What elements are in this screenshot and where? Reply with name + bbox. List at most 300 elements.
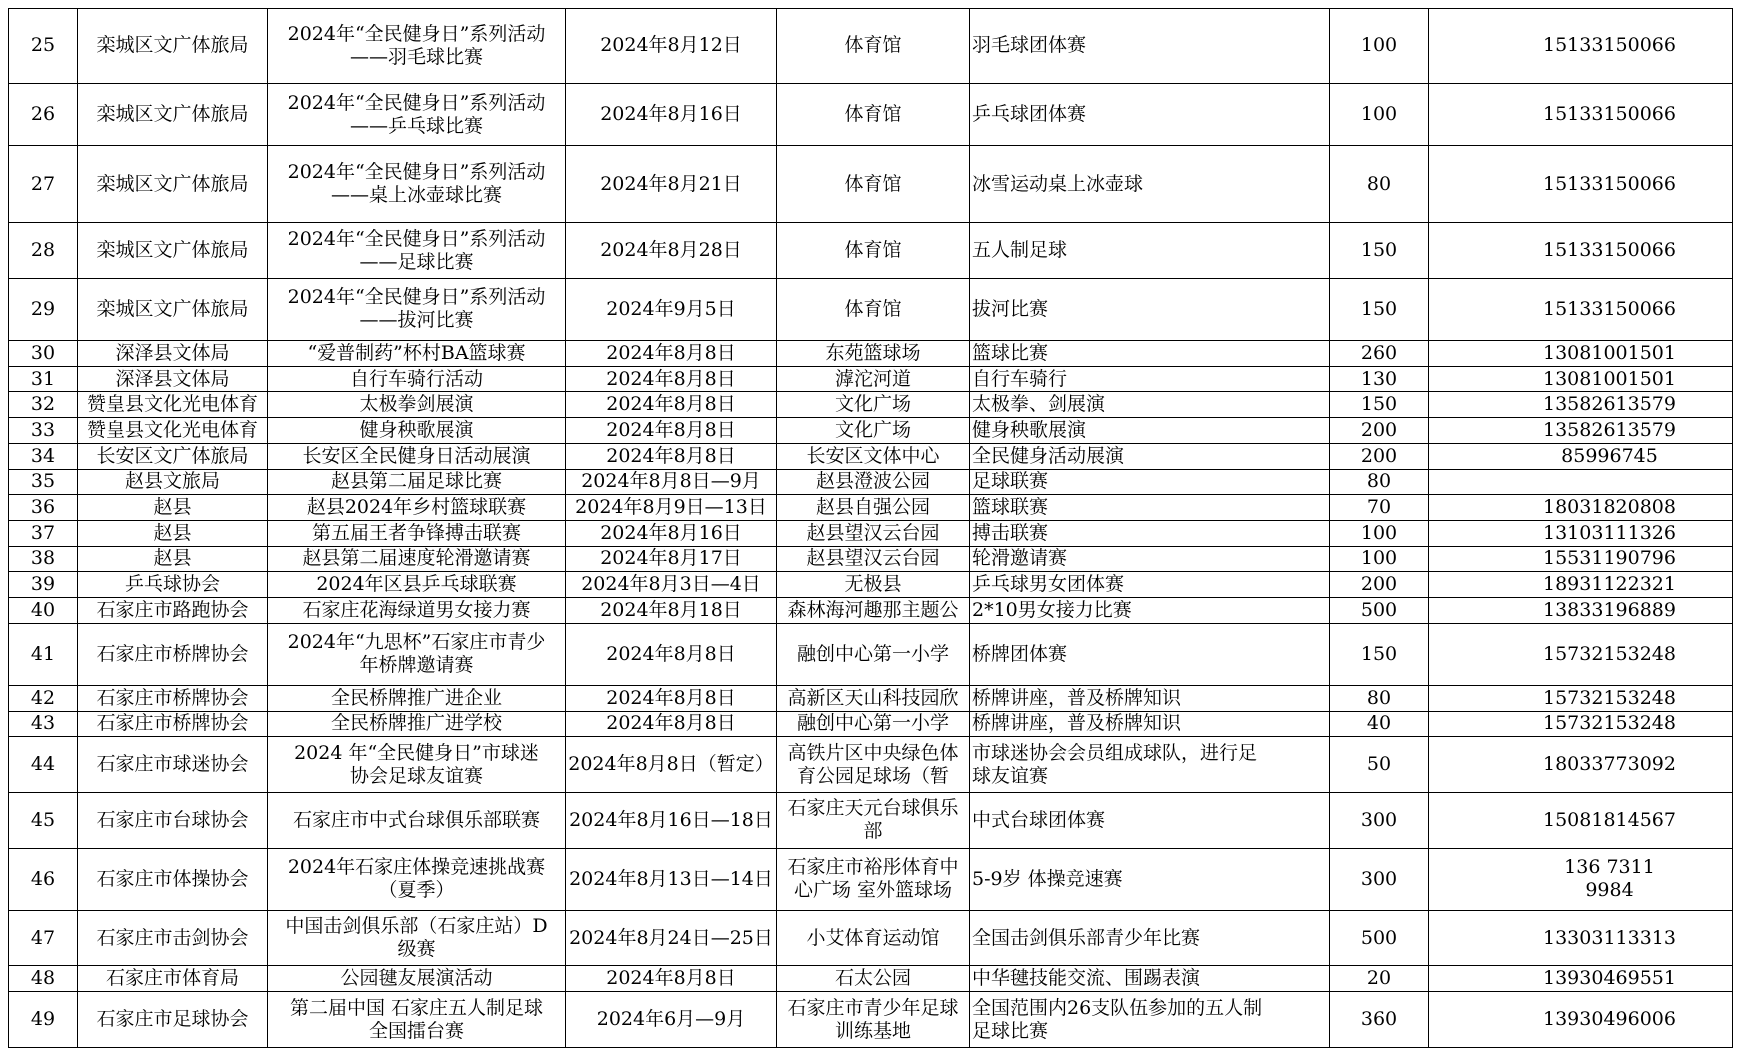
organizer: 栾城区文广体旅局 — [78, 9, 268, 84]
event-name-line: 2024年“全民健身日”系列活动 — [287, 286, 546, 309]
table-body — [9, 9, 1733, 1048]
activity-content-line: 自行车骑行 — [972, 367, 1068, 390]
contact-phone — [1429, 146, 1733, 223]
contact-phone-line: 15133150066 — [1543, 239, 1676, 262]
row-number: 43 — [9, 711, 78, 737]
event-name-line: 长安区全民健身日活动展演 — [302, 444, 531, 467]
activity-content — [970, 469, 1330, 495]
participant-count: 50 — [1330, 737, 1429, 793]
venue-line: 育公园足球场（暂 — [796, 764, 949, 787]
participant-count: 200 — [1330, 572, 1429, 598]
event-name-line: 赵县第二届足球比赛 — [330, 470, 502, 493]
event-date: 2024年8月8日—9月 — [566, 469, 777, 495]
venue-line: 高铁片区中央绿色体 — [787, 741, 959, 764]
row-number: 39 — [9, 572, 78, 598]
row-number: 30 — [9, 341, 78, 367]
activity-content-line: 桥牌讲座，普及桥牌知识 — [972, 686, 1182, 709]
organizer: 赞皇县文化光电体育 — [78, 418, 268, 444]
event-name-line: “爱普制药”杯村BA篮球赛 — [307, 341, 526, 364]
venue — [777, 418, 970, 444]
event-date: 2024年8月24日—25日 — [566, 910, 777, 966]
event-date: 2024年8月16日 — [566, 83, 777, 145]
contact-phone-line: 13582613579 — [1543, 418, 1676, 441]
contact-phone — [1429, 392, 1733, 418]
event-name — [268, 572, 566, 598]
activity-content — [970, 992, 1330, 1048]
event-name — [268, 223, 566, 279]
contact-phone-line: 18031820808 — [1543, 496, 1676, 519]
event-name-line: 自行车骑行活动 — [349, 367, 483, 390]
venue-line: 赵县望汉云台园 — [806, 521, 940, 544]
activity-content — [970, 966, 1330, 992]
activity-content-line: 羽毛球团体赛 — [972, 34, 1087, 57]
activity-content-line: 五人制足球 — [972, 239, 1068, 262]
event-name-line: 2024年“全民健身日”系列活动 — [287, 22, 546, 45]
organizer: 石家庄市台球协会 — [78, 792, 268, 848]
organizer: 赵县文旅局 — [78, 469, 268, 495]
activity-content-line: 篮球比赛 — [972, 341, 1049, 364]
venue-line: 训练基地 — [834, 1019, 911, 1042]
activity-content — [970, 792, 1330, 848]
event-name-line: 全国擂台赛 — [368, 1019, 464, 1042]
event-name-line: 石家庄花海绿道男女接力赛 — [302, 598, 531, 621]
venue-line: 文化广场 — [834, 393, 911, 416]
row-number: 38 — [9, 546, 78, 572]
activity-content-line: 拔河比赛 — [972, 297, 1049, 320]
activity-content-line: 桥牌讲座，普及桥牌知识 — [972, 712, 1182, 735]
table-row — [9, 546, 1733, 572]
activity-content-line: 市球迷协会会员组成球队，进行足 — [972, 741, 1258, 764]
contact-phone-line: 15133150066 — [1543, 297, 1676, 320]
venue-line: 高新区天山科技园欣 — [787, 686, 959, 709]
table-row — [9, 910, 1733, 966]
activity-content — [970, 223, 1330, 279]
event-name-line: 健身秧歌展演 — [359, 418, 474, 441]
table-row — [9, 792, 1733, 848]
event-name — [268, 469, 566, 495]
table-row — [9, 711, 1733, 737]
activity-content — [970, 278, 1330, 340]
event-name — [268, 792, 566, 848]
event-name-line: 2024年区县乒乓球联赛 — [316, 573, 517, 596]
event-name — [268, 146, 566, 223]
contact-phone — [1429, 848, 1733, 910]
contact-phone-line: 18931122321 — [1543, 573, 1676, 596]
venue-line: 小艾体育运动馆 — [806, 926, 940, 949]
event-name — [268, 392, 566, 418]
table-row — [9, 520, 1733, 546]
organizer: 石家庄市足球协会 — [78, 992, 268, 1048]
venue — [777, 910, 970, 966]
row-number: 32 — [9, 392, 78, 418]
table-row — [9, 9, 1733, 84]
event-date: 2024年8月28日 — [566, 223, 777, 279]
event-name-line: 石家庄市中式台球俱乐部联赛 — [292, 808, 540, 831]
table-row — [9, 992, 1733, 1048]
participant-count: 100 — [1330, 520, 1429, 546]
event-date: 2024年8月3日—4日 — [566, 572, 777, 598]
event-date: 2024年8月8日 — [566, 711, 777, 737]
organizer: 栾城区文广体旅局 — [78, 83, 268, 145]
event-date: 2024年8月8日 — [566, 392, 777, 418]
table-row — [9, 392, 1733, 418]
participant-count: 40 — [1330, 711, 1429, 737]
event-name-line: 全民桥牌推广进学校 — [330, 712, 502, 735]
event-date: 2024年8月8日 — [566, 966, 777, 992]
event-name-line: ——足球比赛 — [359, 250, 474, 273]
event-name-line: 中国击剑俱乐部（石家庄站）D — [285, 915, 548, 938]
activity-content-line: 桥牌团体赛 — [972, 642, 1068, 665]
activity-content — [970, 685, 1330, 711]
venue-line: 文化广场 — [834, 418, 911, 441]
venue-line: 赵县望汉云台园 — [806, 547, 940, 570]
contact-phone-line: 13930496006 — [1543, 1008, 1676, 1031]
table-row — [9, 443, 1733, 469]
table-row — [9, 966, 1733, 992]
activity-content-line: 中式台球团体赛 — [972, 808, 1106, 831]
table-row — [9, 848, 1733, 910]
organizer: 深泽县文体局 — [78, 366, 268, 392]
venue — [777, 278, 970, 340]
venue — [777, 146, 970, 223]
venue — [777, 711, 970, 737]
organizer: 栾城区文广体旅局 — [78, 278, 268, 340]
event-name-line: 赵县2024年乡村篮球联赛 — [306, 496, 527, 519]
table-row — [9, 495, 1733, 521]
table-row — [9, 366, 1733, 392]
participant-count: 100 — [1330, 9, 1429, 84]
activity-content-line: 轮滑邀请赛 — [972, 547, 1068, 570]
contact-phone-line: 13103111326 — [1543, 521, 1676, 544]
activity-content-line: 健身秧歌展演 — [972, 418, 1087, 441]
contact-phone-line: 15732153248 — [1543, 686, 1676, 709]
event-name — [268, 623, 566, 685]
contact-phone — [1429, 711, 1733, 737]
participant-count: 200 — [1330, 443, 1429, 469]
activity-content — [970, 443, 1330, 469]
contact-phone — [1429, 278, 1733, 340]
event-name-line: （夏季） — [378, 879, 455, 902]
row-number: 45 — [9, 792, 78, 848]
participant-count: 100 — [1330, 546, 1429, 572]
event-name — [268, 443, 566, 469]
contact-phone-line: 13081001501 — [1543, 367, 1676, 390]
event-name-line: ——拔河比赛 — [359, 309, 474, 332]
participant-count: 80 — [1330, 146, 1429, 223]
event-date: 2024年8月16日 — [566, 520, 777, 546]
contact-phone — [1429, 623, 1733, 685]
venue — [777, 737, 970, 793]
event-name — [268, 366, 566, 392]
venue-line: 体育馆 — [844, 172, 902, 195]
row-number: 44 — [9, 737, 78, 793]
contact-phone — [1429, 992, 1733, 1048]
activity-content — [970, 623, 1330, 685]
table-row — [9, 685, 1733, 711]
activity-content — [970, 598, 1330, 624]
activity-content — [970, 341, 1330, 367]
event-name — [268, 848, 566, 910]
event-date: 2024年9月5日 — [566, 278, 777, 340]
row-number: 25 — [9, 9, 78, 84]
venue-line: 滹沱河道 — [834, 367, 911, 390]
event-date: 2024年8月9日—13日 — [566, 495, 777, 521]
venue-line: 石太公园 — [834, 967, 911, 990]
event-name — [268, 546, 566, 572]
activity-content — [970, 520, 1330, 546]
organizer: 石家庄市体育局 — [78, 966, 268, 992]
event-date: 2024年6月—9月 — [566, 992, 777, 1048]
organizer: 石家庄市路跑协会 — [78, 598, 268, 624]
participant-count: 150 — [1330, 392, 1429, 418]
event-name-line: 赵县第二届速度轮滑邀请赛 — [302, 547, 531, 570]
organizer: 栾城区文广体旅局 — [78, 146, 268, 223]
activity-content-line: 太极拳、剑展演 — [972, 393, 1106, 416]
row-number: 46 — [9, 848, 78, 910]
contact-phone — [1429, 685, 1733, 711]
table-row — [9, 572, 1733, 598]
organizer: 赵县 — [78, 520, 268, 546]
contact-phone-line: 13582613579 — [1543, 393, 1676, 416]
activity-content — [970, 366, 1330, 392]
venue — [777, 572, 970, 598]
row-number: 36 — [9, 495, 78, 521]
contact-phone — [1429, 910, 1733, 966]
activity-content-line: 冰雪运动桌上冰壶球 — [972, 172, 1144, 195]
venue-line: 体育馆 — [844, 297, 902, 320]
activity-content-line: 中华毽技能交流、围踢表演 — [972, 967, 1201, 990]
activity-content — [970, 546, 1330, 572]
participant-count: 130 — [1330, 366, 1429, 392]
participant-count: 150 — [1330, 623, 1429, 685]
participant-count: 70 — [1330, 495, 1429, 521]
row-number: 26 — [9, 83, 78, 145]
row-number: 28 — [9, 223, 78, 279]
row-number: 41 — [9, 623, 78, 685]
row-number: 49 — [9, 992, 78, 1048]
event-date: 2024年8月16日—18日 — [566, 792, 777, 848]
participant-count: 80 — [1330, 685, 1429, 711]
participant-count: 500 — [1330, 598, 1429, 624]
venue — [777, 685, 970, 711]
row-number: 47 — [9, 910, 78, 966]
venue — [777, 392, 970, 418]
table-row — [9, 598, 1733, 624]
activity-content — [970, 392, 1330, 418]
event-name — [268, 495, 566, 521]
activity-content — [970, 146, 1330, 223]
activity-content-line: 全民健身活动展演 — [972, 444, 1125, 467]
event-name — [268, 737, 566, 793]
activity-content — [970, 572, 1330, 598]
contact-phone-line: 13833196889 — [1543, 598, 1676, 621]
venue — [777, 83, 970, 145]
venue — [777, 443, 970, 469]
organizer: 栾城区文广体旅局 — [78, 223, 268, 279]
event-date: 2024年8月8日 — [566, 623, 777, 685]
event-name-line: ——羽毛球比赛 — [349, 45, 483, 68]
venue-line: 石家庄天元台球俱乐 — [787, 797, 959, 820]
venue-line: 融创中心第一小学 — [796, 712, 949, 735]
contact-phone-line: 136 7311 — [1564, 856, 1655, 879]
event-name-line: 2024年“全民健身日”系列活动 — [287, 161, 546, 184]
table-row — [9, 223, 1733, 279]
event-name-line: 2024 年“全民健身日”市球迷 — [294, 741, 539, 764]
contact-phone — [1429, 792, 1733, 848]
participant-count: 200 — [1330, 418, 1429, 444]
table-row — [9, 278, 1733, 340]
participant-count: 150 — [1330, 278, 1429, 340]
table-row — [9, 418, 1733, 444]
contact-phone — [1429, 469, 1733, 495]
event-date: 2024年8月8日 — [566, 341, 777, 367]
organizer: 石家庄市桥牌协会 — [78, 685, 268, 711]
event-name — [268, 341, 566, 367]
event-name-line: ——桌上冰壶球比赛 — [330, 184, 502, 207]
contact-phone-line: 9984 — [1585, 879, 1634, 902]
organizer: 长安区文广体旅局 — [78, 443, 268, 469]
venue — [777, 469, 970, 495]
organizer: 乒乓球协会 — [78, 572, 268, 598]
venue — [777, 223, 970, 279]
row-number: 37 — [9, 520, 78, 546]
venue — [777, 495, 970, 521]
organizer: 深泽县文体局 — [78, 341, 268, 367]
row-number: 42 — [9, 685, 78, 711]
activity-content-line: 搏击联赛 — [972, 521, 1049, 544]
contact-phone-line: 15081814567 — [1543, 808, 1676, 831]
row-number: 33 — [9, 418, 78, 444]
activity-content — [970, 737, 1330, 793]
contact-phone-line: 15133150066 — [1543, 103, 1676, 126]
venue-line: 赵县澄波公园 — [815, 470, 930, 493]
event-name-line: ——乒乓球比赛 — [349, 114, 483, 137]
row-number: 31 — [9, 366, 78, 392]
activity-content — [970, 418, 1330, 444]
event-date: 2024年8月13日—14日 — [566, 848, 777, 910]
event-date: 2024年8月8日 — [566, 366, 777, 392]
event-name-line: 协会足球友谊赛 — [349, 764, 483, 787]
organizer: 石家庄市体操协会 — [78, 848, 268, 910]
organizer: 石家庄市桥牌协会 — [78, 623, 268, 685]
venue-line: 石家庄市裕彤体育中 — [787, 856, 959, 879]
contact-phone — [1429, 366, 1733, 392]
activity-content-line: 足球联赛 — [972, 470, 1049, 493]
event-name — [268, 278, 566, 340]
venue-line: 森林海河趣那主题公 — [787, 598, 959, 621]
activity-content — [970, 910, 1330, 966]
organizer: 石家庄市球迷协会 — [78, 737, 268, 793]
activity-content-line: 乒乓球男女团体赛 — [972, 573, 1125, 596]
event-name — [268, 711, 566, 737]
event-name-line: 2024年“九思杯”石家庄市青少 — [287, 631, 546, 654]
table-row — [9, 737, 1733, 793]
venue-line: 长安区文体中心 — [806, 444, 940, 467]
row-number: 27 — [9, 146, 78, 223]
contact-phone-line: 15531190796 — [1543, 547, 1676, 570]
event-date: 2024年8月18日 — [566, 598, 777, 624]
activity-schedule-table — [8, 8, 1733, 1048]
event-name — [268, 966, 566, 992]
contact-phone — [1429, 598, 1733, 624]
venue-line: 赵县自强公园 — [815, 496, 930, 519]
contact-phone-line: 18033773092 — [1543, 753, 1676, 776]
table-row — [9, 341, 1733, 367]
venue-line: 石家庄市青少年足球 — [787, 996, 959, 1019]
table-row — [9, 469, 1733, 495]
venue — [777, 848, 970, 910]
contact-phone-line: 15732153248 — [1543, 642, 1676, 665]
event-name-line: 2024年“全民健身日”系列活动 — [287, 227, 546, 250]
activity-content-line: 乒乓球团体赛 — [972, 103, 1087, 126]
venue-line: 无极县 — [844, 573, 902, 596]
activity-content — [970, 711, 1330, 737]
event-name — [268, 9, 566, 84]
contact-phone-line: 15133150066 — [1543, 34, 1676, 57]
participant-count: 300 — [1330, 848, 1429, 910]
venue-line: 体育馆 — [844, 34, 902, 57]
activity-content-line: 2*10男女接力比赛 — [972, 598, 1132, 621]
activity-content-line: 足球比赛 — [972, 1019, 1049, 1042]
event-name — [268, 83, 566, 145]
venue-line: 体育馆 — [844, 239, 902, 262]
organizer: 赵县 — [78, 495, 268, 521]
event-date: 2024年8月8日 — [566, 418, 777, 444]
table-row — [9, 83, 1733, 145]
event-date: 2024年8月8日 — [566, 443, 777, 469]
event-name-line: 公园毽友展演活动 — [340, 967, 493, 990]
contact-phone — [1429, 223, 1733, 279]
contact-phone — [1429, 443, 1733, 469]
event-name-line: 2024年石家庄体操竞速挑战赛 — [287, 856, 546, 879]
activity-content — [970, 83, 1330, 145]
table-row — [9, 146, 1733, 223]
event-name-line: 全民桥牌推广进企业 — [330, 686, 502, 709]
row-number: 34 — [9, 443, 78, 469]
contact-phone — [1429, 83, 1733, 145]
event-date: 2024年8月17日 — [566, 546, 777, 572]
participant-count: 100 — [1330, 83, 1429, 145]
row-number: 48 — [9, 966, 78, 992]
venue-line: 东苑篮球场 — [825, 341, 921, 364]
event-name — [268, 520, 566, 546]
contact-phone — [1429, 418, 1733, 444]
venue — [777, 520, 970, 546]
contact-phone-line: 15732153248 — [1543, 712, 1676, 735]
participant-count: 300 — [1330, 792, 1429, 848]
participant-count: 20 — [1330, 966, 1429, 992]
contact-phone — [1429, 495, 1733, 521]
event-name — [268, 910, 566, 966]
row-number: 35 — [9, 469, 78, 495]
contact-phone — [1429, 341, 1733, 367]
venue — [777, 9, 970, 84]
venue-line: 体育馆 — [844, 103, 902, 126]
venue — [777, 598, 970, 624]
venue — [777, 341, 970, 367]
participant-count: 360 — [1330, 992, 1429, 1048]
activity-content — [970, 848, 1330, 910]
table-row — [9, 623, 1733, 685]
venue-line: 心广场 室外篮球场 — [793, 879, 953, 902]
contact-phone-line: 13303113313 — [1543, 926, 1676, 949]
contact-phone — [1429, 546, 1733, 572]
participant-count: 260 — [1330, 341, 1429, 367]
venue — [777, 546, 970, 572]
contact-phone — [1429, 572, 1733, 598]
organizer: 石家庄市桥牌协会 — [78, 711, 268, 737]
event-name — [268, 598, 566, 624]
